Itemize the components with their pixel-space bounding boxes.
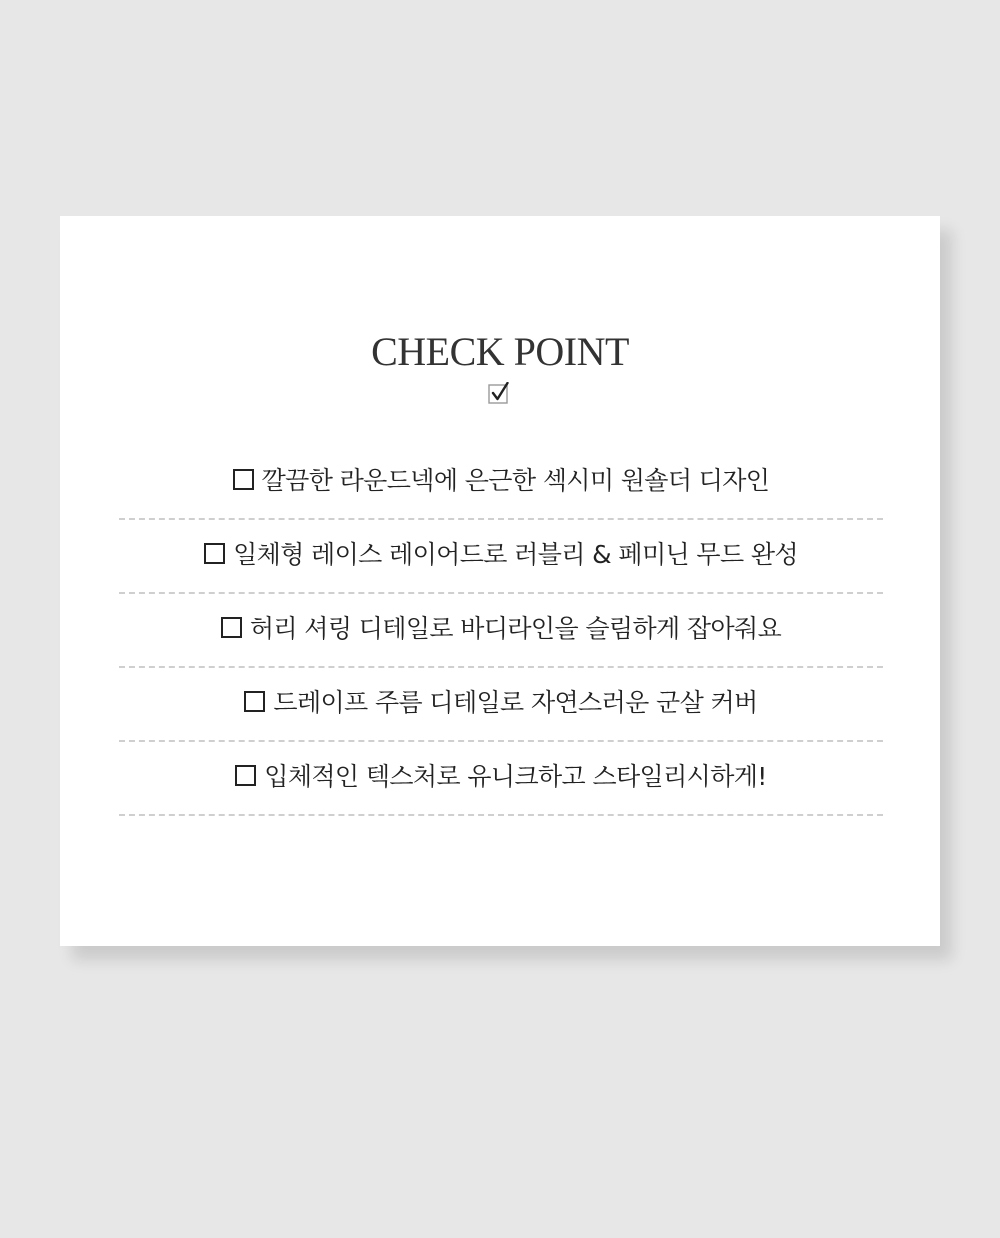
- check-point-title: CHECK POINT: [371, 329, 629, 374]
- checkbox-checked-icon: [488, 382, 510, 404]
- empty-checkbox-icon: [221, 617, 242, 638]
- check-item-text: 일체형 레이스 레이어드로 러블리 & 페미닌 무드 완성: [233, 540, 798, 569]
- check-item: [119, 596, 883, 668]
- check-item-text: 드레이프 주름 디테일로 자연스러운 군살 커버: [273, 688, 758, 717]
- check-item: [119, 744, 883, 816]
- check-item-text: 깔끔한 라운드넥에 은근한 섹시미 원숄더 디자인: [261, 466, 770, 495]
- check-point-list: [119, 448, 883, 816]
- check-item: [119, 448, 883, 520]
- check-point-card: [60, 216, 940, 946]
- check-item: [119, 522, 883, 594]
- empty-checkbox-icon: [244, 691, 265, 712]
- check-item-text: 입체적인 텍스처로 유니크하고 스타일리시하게!: [264, 762, 767, 791]
- empty-checkbox-icon: [233, 469, 254, 490]
- check-item-text: 허리 셔링 디테일로 바디라인을 슬림하게 잡아줘요: [249, 614, 782, 643]
- empty-checkbox-icon: [204, 543, 225, 564]
- empty-checkbox-icon: [235, 765, 256, 786]
- check-item: [119, 670, 883, 742]
